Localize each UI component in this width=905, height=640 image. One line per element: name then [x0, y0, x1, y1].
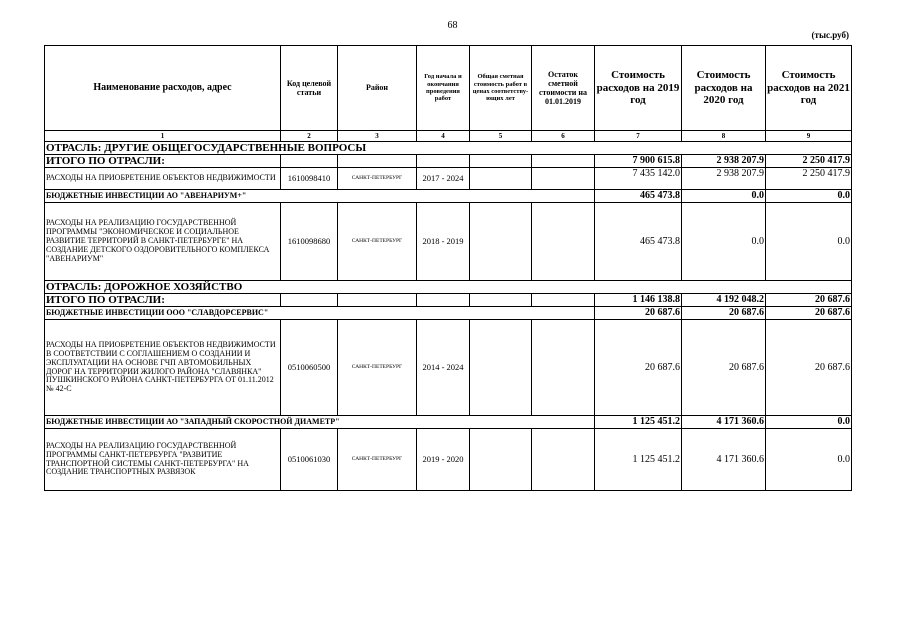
header-row — [45, 46, 852, 131]
table-row — [45, 429, 852, 491]
cost-2019: 465 473.8 — [595, 203, 682, 281]
header-cost-2020: Стоимость расходов на 2020 год — [682, 46, 766, 131]
table-row — [45, 203, 852, 281]
investment-2021: 20 687.6 — [766, 307, 852, 320]
total-label: ИТОГО ПО ОТРАСЛИ: — [45, 294, 281, 307]
investment-2020: 20 687.6 — [682, 307, 766, 320]
cost-2019: 7 435 142.0 — [595, 168, 682, 190]
sector-title: ОТРАСЛЬ: ДРУГИЕ ОБЩЕГОСУДАРСТВЕННЫЕ ВОПРОСЫ — [45, 142, 852, 155]
investment-2020: 4 171 360.6 — [682, 416, 766, 429]
expense-description: РАСХОДЫ НА ПРИОБРЕТЕНИЕ ОБЪЕКТОВ НЕДВИЖИМОСТИ — [45, 168, 281, 190]
header-remaining: Остаток сметной стоимости на 01.01.2019 — [532, 46, 595, 131]
cost-2021: 2 250 417.9 — [766, 168, 852, 190]
cost-2019: 1 125 451.2 — [595, 429, 682, 491]
investment-2019: 1 125 451.2 — [595, 416, 682, 429]
column-number: 1 — [45, 131, 281, 142]
investment-label: БЮДЖЕТНЫЕ ИНВЕСТИЦИИ ООО "СЛАВДОРСЕРВИС" — [45, 307, 595, 320]
total-2021: 2 250 417.9 — [766, 155, 852, 168]
investment-2021: 0.0 — [766, 190, 852, 203]
header-name: Наименование расходов, адрес — [45, 46, 281, 131]
target-code: 0510061030 — [281, 429, 338, 491]
sector-title: ОТРАСЛЬ: ДОРОЖНОЕ ХОЗЯЙСТВО — [45, 281, 852, 294]
page-number: 68 — [447, 20, 458, 31]
sector-total-row — [45, 294, 852, 307]
total-2021: 20 687.6 — [766, 294, 852, 307]
investment-row — [45, 307, 852, 320]
total-2020: 2 938 207.9 — [682, 155, 766, 168]
investment-row — [45, 416, 852, 429]
total-2019: 1 146 138.8 — [595, 294, 682, 307]
column-number: 2 — [281, 131, 338, 142]
sector-total-row — [45, 155, 852, 168]
total-2019: 7 900 615.8 — [595, 155, 682, 168]
total-2020: 4 192 048.2 — [682, 294, 766, 307]
header-code: Код целевой статьи — [281, 46, 338, 131]
sector-row — [45, 142, 852, 155]
investment-2020: 0.0 — [682, 190, 766, 203]
column-number-row — [45, 131, 852, 142]
investment-2019: 20 687.6 — [595, 307, 682, 320]
investment-label: БЮДЖЕТНЫЕ ИНВЕСТИЦИИ АО "ЗАПАДНЫЙ СКОРОСТНОЙ ДИАМЕТР" — [45, 416, 595, 429]
cost-2021: 0.0 — [766, 203, 852, 281]
investment-2019: 465 473.8 — [595, 190, 682, 203]
cost-2020: 2 938 207.9 — [682, 168, 766, 190]
column-number: 4 — [417, 131, 470, 142]
work-years: 2014 - 2024 — [417, 320, 470, 416]
work-years: 2019 - 2020 — [417, 429, 470, 491]
table-row — [45, 168, 852, 190]
cost-2020: 0.0 — [682, 203, 766, 281]
expense-description: РАСХОДЫ НА РЕАЛИЗАЦИЮ ГОСУДАРСТВЕННОЙ ПРОГРАММЫ САНКТ-ПЕТЕРБУРГА "РАЗВИТИЕ ТРАНСПОРТНОЙ СИСТЕМЫ САНКТ-ПЕТЕРБУРГА" НА СОЗДАНИЕ ТРАНСПОРТНЫХ РАЗВЯЗОК — [45, 429, 281, 491]
table-row — [45, 320, 852, 416]
work-years: 2018 - 2019 — [417, 203, 470, 281]
column-number: 5 — [470, 131, 532, 142]
header-start-year: Год начала и окончания проведения работ — [417, 46, 470, 131]
target-code: 0510060500 — [281, 320, 338, 416]
expense-description: РАСХОДЫ НА РЕАЛИЗАЦИЮ ГОСУДАРСТВЕННОЙ ПРОГРАММЫ "ЭКОНОМИЧЕСКОЕ И СОЦИАЛЬНОЕ РАЗВИТИЕ ТЕРРИТОРИЙ В САНКТ-ПЕТЕРБУРГЕ" НА СОЗДАНИЕ ДЕТСКОГО ОЗДОРОВИТЕЛЬНОГО КОМПЛЕКСА "АВЕНАРИУМ" — [45, 203, 281, 281]
investment-label: БЮДЖЕТНЫЕ ИНВЕСТИЦИИ АО "АВЕНАРИУМ+" — [45, 190, 595, 203]
column-number: 7 — [595, 131, 682, 142]
column-number: 3 — [338, 131, 417, 142]
column-number: 6 — [532, 131, 595, 142]
district: САНКТ-ПЕТЕРБУРГ — [338, 320, 417, 416]
sector-row — [45, 281, 852, 294]
district: САНКТ-ПЕТЕРБУРГ — [338, 203, 417, 281]
investment-row — [45, 190, 852, 203]
target-code: 1610098410 — [281, 168, 338, 190]
column-number: 9 — [766, 131, 852, 142]
cost-2021: 20 687.6 — [766, 320, 852, 416]
budget-table — [44, 45, 852, 491]
units-label: (тыс.руб) — [811, 30, 849, 40]
header-cost-2021: Стоимость расходов на 2021 год — [766, 46, 852, 131]
cost-2020: 20 687.6 — [682, 320, 766, 416]
district: САНКТ-ПЕТЕРБУРГ — [338, 168, 417, 190]
header-district: Район — [338, 46, 417, 131]
header-cost-2019: Стоимость расходов на 2019 год — [595, 46, 682, 131]
header-estimate: Общая сметная стоимость работ в ценах соответству-ющих лет — [470, 46, 532, 131]
cost-2020: 4 171 360.6 — [682, 429, 766, 491]
cost-2019: 20 687.6 — [595, 320, 682, 416]
column-number: 8 — [682, 131, 766, 142]
total-label: ИТОГО ПО ОТРАСЛИ: — [45, 155, 281, 168]
expense-description: РАСХОДЫ НА ПРИОБРЕТЕНИЕ ОБЪЕКТОВ НЕДВИЖИМОСТИ В СООТВЕТСТВИИ С СОГЛАШЕНИЕМ О СОЗДАНИИ И ЭКСПЛУАТАЦИИ НА ОСНОВЕ ГЧП АВТОМОБИЛЬНЫХ ДОРОГ НА ТЕРРИТОРИИ ЖИЛОГО РАЙОНА "СЛАВЯНКА" ПУШКИНСКОГО РАЙОНА САНКТ-ПЕТЕРБУРГА ОТ 01.11.2012 № 42-С — [45, 320, 281, 416]
work-years: 2017 - 2024 — [417, 168, 470, 190]
district: САНКТ-ПЕТЕРБУРГ — [338, 429, 417, 491]
cost-2021: 0.0 — [766, 429, 852, 491]
investment-2021: 0.0 — [766, 416, 852, 429]
target-code: 1610098680 — [281, 203, 338, 281]
